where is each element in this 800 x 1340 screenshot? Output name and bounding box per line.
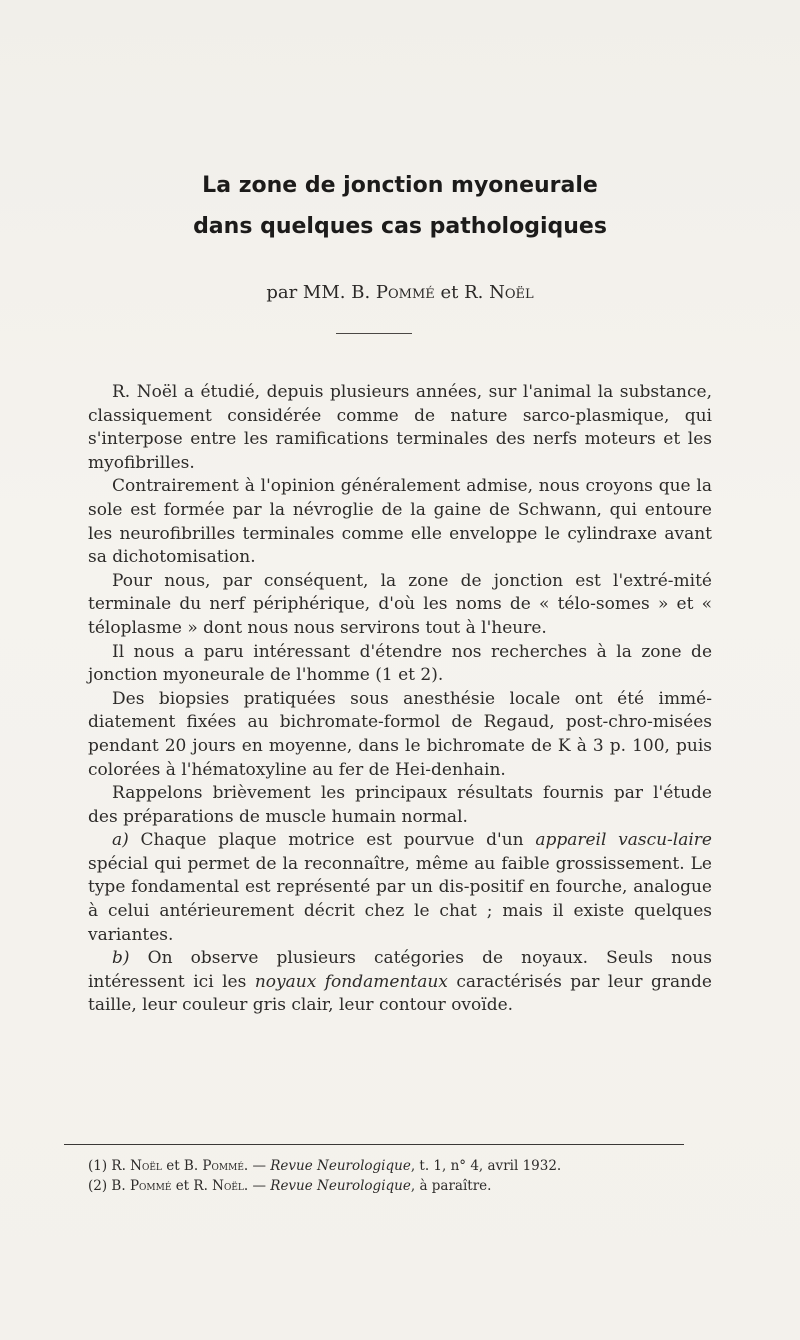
authors-line <box>0 282 800 303</box>
paragraph-8-text-after: caractérisés par leur grande taille, leur couleur gris clair, leur contour ovoïde. <box>88 971 712 1016</box>
footnote-1-journal: Revue Neurologique <box>270 1158 411 1174</box>
footnote-2-author-2: Noël <box>212 1178 244 1194</box>
footnote-2-citation: , à paraître. <box>410 1178 492 1194</box>
paragraph-8-emphasis: noyaux fondamentaux <box>254 971 448 992</box>
footnote-1-dash: . — <box>243 1158 271 1174</box>
footnote-1-conj: et B. <box>161 1158 203 1174</box>
footnote-2-author-1: Pommé <box>129 1178 172 1194</box>
footnote-1-author-1: Noël <box>130 1158 162 1174</box>
paragraph-7-text-before: Chaque plaque motrice est pourvue d'un <box>128 830 536 851</box>
article-title-line-1: La zone de jonction myoneurale <box>202 173 598 198</box>
footnote-1-author-2: Pommé <box>202 1158 244 1174</box>
footnote-1-number: (1) <box>88 1158 112 1174</box>
list-marker-a: a) <box>112 830 129 851</box>
authors-prefix: par MM. B. <box>266 282 376 303</box>
article-title-line-2: dans quelques cas pathologiques <box>193 214 607 239</box>
paragraph-3: Pour nous, par conséquent, la zone de jonction est l'extré-mité terminale du nerf périphérique, d'où les noms de « télo-somes » et « téloplasme » dont nous nous servirons tout à l'heure. <box>88 570 712 638</box>
paragraph-7-emphasis: appareil vascu-laire <box>535 830 712 851</box>
paragraph-7-text-after: spécial qui permet de la reconnaître, même au faible grossissement. Le type fondamental est représenté par un dis-positif en fourche, analogue à celui antérieurement décrit chez le chat ; mais il existe quelques variantes. <box>88 853 712 945</box>
footnote-2-dash: . — <box>243 1178 271 1194</box>
footnote-2-number: (2) <box>88 1178 112 1194</box>
footnote-2-journal: Revue Neurologique <box>270 1178 411 1194</box>
paragraph-6: Rappelons brièvement les principaux résultats fournis par l'étude des préparations de muscle humain normal. <box>88 783 712 827</box>
title-separator <box>336 333 412 334</box>
paragraph-4: Il nous a paru intéressant d'étendre nos recherches à la zone de jonction myoneurale de l'homme (1 et 2). <box>88 641 712 686</box>
author-pomme: Pommé <box>375 282 435 303</box>
article-body <box>88 381 712 1018</box>
paragraph-7 <box>88 829 712 947</box>
footnote-2 <box>88 1176 708 1196</box>
paragraph-8-text-before: On observe plusieurs catégories de noyaux. Seuls nous intéressent ici les <box>88 948 712 992</box>
footnote-2-initial-1: B. <box>111 1178 130 1194</box>
footnote-2-conj: et R. <box>171 1178 213 1194</box>
list-marker-b: b) <box>112 948 130 969</box>
footnote-1 <box>88 1156 708 1176</box>
paragraph-2: Contrairement à l'opinion généralement admise, nous croyons que la sole est formée par la névroglie de la gaine de Schwann, qui entoure les neurofibrilles terminales comme elle enveloppe le cylindraxe avant sa dichotomisation. <box>88 476 712 568</box>
authors-conj: et R. <box>434 282 490 303</box>
paragraph-8 <box>88 947 712 1018</box>
footnotes <box>88 1156 708 1196</box>
paragraph-1: R. Noël a étudié, depuis plusieurs années, sur l'animal la substance, classiquement considérée comme de nature sarco-plasmique, qui s'interpose entre les ramifications terminales des nerfs moteurs et les myofibrilles. <box>88 382 712 473</box>
footnote-separator <box>64 1144 684 1145</box>
footnote-1-citation: , t. 1, n° 4, avril 1932. <box>410 1158 562 1174</box>
author-noel: Noël <box>489 282 534 303</box>
footnote-1-initial-1: R. <box>111 1158 131 1174</box>
paragraph-5: Des biopsies pratiquées sous anesthésie locale ont été immé-diatement fixées au bichromate-formol de Regaud, post-chro-misées pendant 20 jours en moyenne, dans le bichromate de K à 3 p. 100, puis colorées à l'hématoxyline au fer de Hei-denhain. <box>88 688 712 780</box>
